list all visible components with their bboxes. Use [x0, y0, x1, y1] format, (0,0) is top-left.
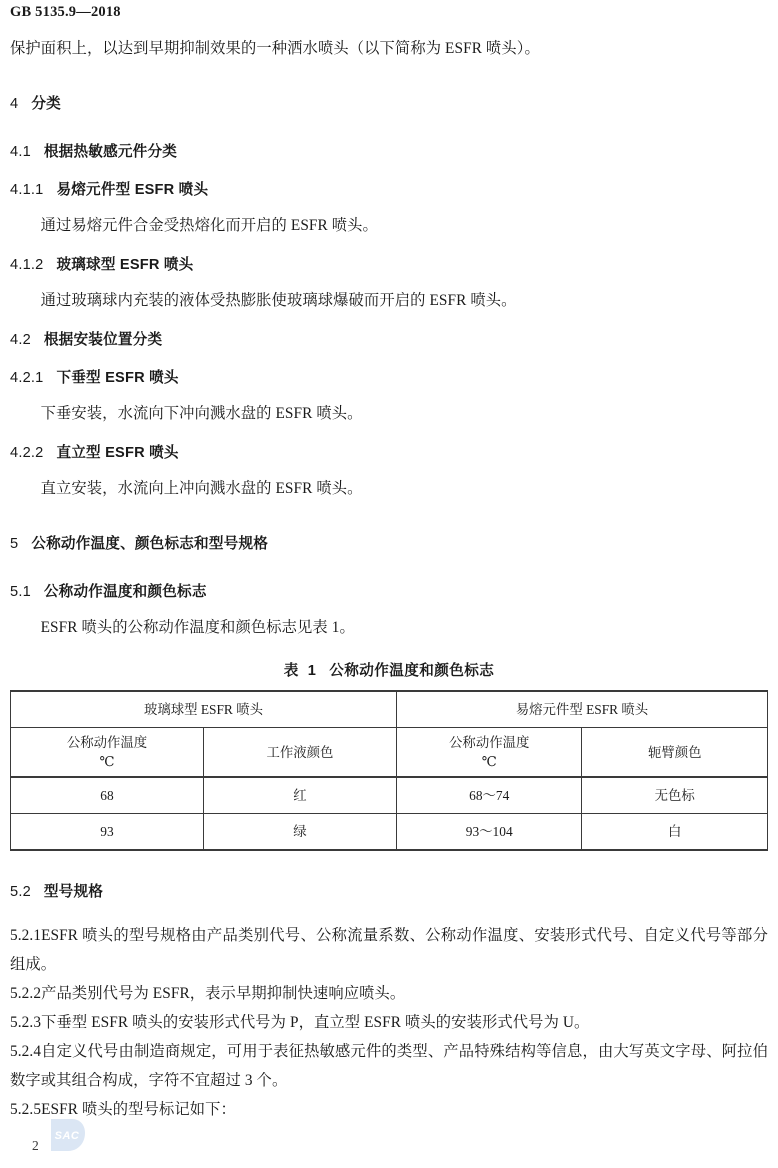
paragraph-4-1-1: 通过易熔元件合金受热熔化而开启的 ESFR 喷头。 [40, 217, 378, 234]
page-footer [0, 1110, 778, 1168]
heading-4-2-title: 根据安装位置分类 [43, 332, 163, 348]
heading-4-1-2 [10, 252, 768, 278]
heading-4 [10, 91, 768, 117]
heading-5-number: 5 [10, 536, 19, 552]
svg-text:SAC: SAC [54, 1130, 80, 1142]
table-group-header-row [11, 691, 768, 728]
table-row [11, 777, 768, 814]
paragraph-5-2-3-text: 下垂型 ESFR 喷头的安装形式代号为 P，直立型 ESFR 喷头的安装形式代号为 U。 [41, 1014, 590, 1031]
table-row [11, 814, 768, 851]
heading-5-1-title: 公称动作温度和颜色标志 [43, 584, 207, 600]
intro-paragraph: 保护面积上，以达到早期抑制效果的一种洒水喷头（以下简称为 ESFR 喷头）。 [10, 40, 540, 57]
sub-header-yoke-color: 轭臂颜色 [582, 728, 768, 778]
heading-4-number: 4 [10, 96, 19, 112]
paragraph-5-2-4-number: 5.2.4 [10, 1043, 42, 1060]
cell-liquid-color: 红 [203, 777, 396, 814]
paragraph-5-2-2 [10, 979, 768, 1008]
heading-5-2 [10, 879, 768, 905]
paragraph-5-2-1-number: 5.2.1 [10, 927, 42, 944]
table-sub-header-row [11, 728, 768, 778]
paragraph-5-2-1-text: ESFR 喷头的型号规格由产品类别代号、公称流量系数、公称动作温度、安装形式代号、自定义代号等部分组成。 [10, 927, 768, 973]
heading-4-2-1-number: 4.2.1 [10, 370, 44, 386]
running-header [10, 4, 768, 24]
table-caption-title: 公称动作温度和颜色标志 [329, 663, 495, 679]
table-1 [10, 690, 768, 851]
heading-4-2-1-title: 下垂型 ESFR 喷头 [56, 370, 179, 386]
page-number: 2 [32, 1138, 39, 1153]
sub-header-nominal-temp-fusible [396, 728, 582, 778]
group-header-glass-bulb: 玻璃球型 ESFR 喷头 [11, 691, 397, 728]
table-1-caption [10, 658, 768, 684]
heading-5-1 [10, 579, 768, 605]
paragraph-5-2-1 [10, 921, 768, 979]
paragraph-5-2-5-text: ESFR 喷头的型号标记如下： [41, 1101, 236, 1118]
heading-5-2-number: 5.2 [10, 884, 31, 900]
standard-number: GB 5135.9—2018 [10, 4, 121, 20]
sac-logo-icon [48, 1118, 86, 1152]
heading-4-1 [10, 139, 768, 165]
heading-4-title: 分类 [31, 96, 61, 112]
table-caption-label: 表 [283, 663, 299, 679]
heading-5 [10, 531, 768, 557]
paragraph-5-2-3 [10, 1008, 768, 1037]
heading-4-1-number: 4.1 [10, 144, 31, 160]
heading-4-2 [10, 327, 768, 353]
cell-temp-fusible: 68～74 [396, 777, 582, 814]
heading-4-1-2-number: 4.1.2 [10, 257, 44, 273]
heading-4-1-1-number: 4.1.1 [10, 182, 44, 198]
page-content [10, 34, 768, 1124]
sub-header-line1: 公称动作温度 [449, 735, 530, 750]
sub-header-nominal-temp-bulb [11, 728, 204, 778]
heading-4-1-1 [10, 177, 768, 203]
sub-header-liquid-color: 工作液颜色 [203, 728, 396, 778]
group-header-fusible: 易熔元件型 ESFR 喷头 [396, 691, 767, 728]
paragraph-5-2-4 [10, 1037, 768, 1095]
cell-liquid-color: 绿 [203, 814, 396, 851]
heading-4-2-number: 4.2 [10, 332, 31, 348]
paragraph-5-2-4-text: 自定义代号由制造商规定，可用于表征热敏感元件的类型、产品特殊结构等信息，由大写英文字母、阿拉伯数字或其组合构成，字符不宜超过 3 个。 [10, 1043, 768, 1089]
cell-temp-bulb: 93 [11, 814, 204, 851]
table-caption-number: 1 [307, 663, 317, 679]
heading-4-2-2-title: 直立型 ESFR 喷头 [56, 445, 179, 461]
paragraph-4-1-2: 通过玻璃球内充装的液体受热膨胀使玻璃球爆破而开启的 ESFR 喷头。 [40, 292, 517, 309]
heading-5-2-title: 型号规格 [43, 884, 104, 900]
heading-5-1-number: 5.1 [10, 584, 31, 600]
heading-4-2-1 [10, 365, 768, 391]
paragraph-5-2-5-number: 5.2.5 [10, 1101, 42, 1118]
heading-4-1-1-title: 易熔元件型 ESFR 喷头 [56, 182, 209, 198]
sub-header-unit: ℃ [99, 754, 115, 769]
heading-4-2-2-number: 4.2.2 [10, 445, 44, 461]
heading-5-title: 公称动作温度、颜色标志和型号规格 [31, 536, 269, 552]
heading-4-1-2-title: 玻璃球型 ESFR 喷头 [56, 257, 194, 273]
cell-yoke-color: 白 [582, 814, 768, 851]
paragraph-4-2-2: 直立安装，水流向上冲向溅水盘的 ESFR 喷头。 [40, 480, 363, 497]
paragraph-5-2-2-number: 5.2.2 [10, 985, 42, 1002]
heading-4-2-2 [10, 440, 768, 466]
cell-yoke-color: 无色标 [582, 777, 768, 814]
paragraph-5-2-3-number: 5.2.3 [10, 1014, 42, 1031]
cell-temp-bulb: 68 [11, 777, 204, 814]
sub-header-unit: ℃ [481, 754, 497, 769]
heading-4-1-title: 根据热敏感元件分类 [43, 144, 178, 160]
paragraph-4-2-1: 下垂安装，水流向下冲向溅水盘的 ESFR 喷头。 [40, 405, 363, 422]
paragraph-5-1: ESFR 喷头的公称动作温度和颜色标志见表 1。 [40, 619, 355, 636]
cell-temp-fusible: 93～104 [396, 814, 582, 851]
sub-header-line1: 公称动作温度 [66, 735, 148, 750]
paragraph-5-2-2-text: 产品类别代号为 ESFR，表示早期抑制快速响应喷头。 [41, 985, 406, 1002]
